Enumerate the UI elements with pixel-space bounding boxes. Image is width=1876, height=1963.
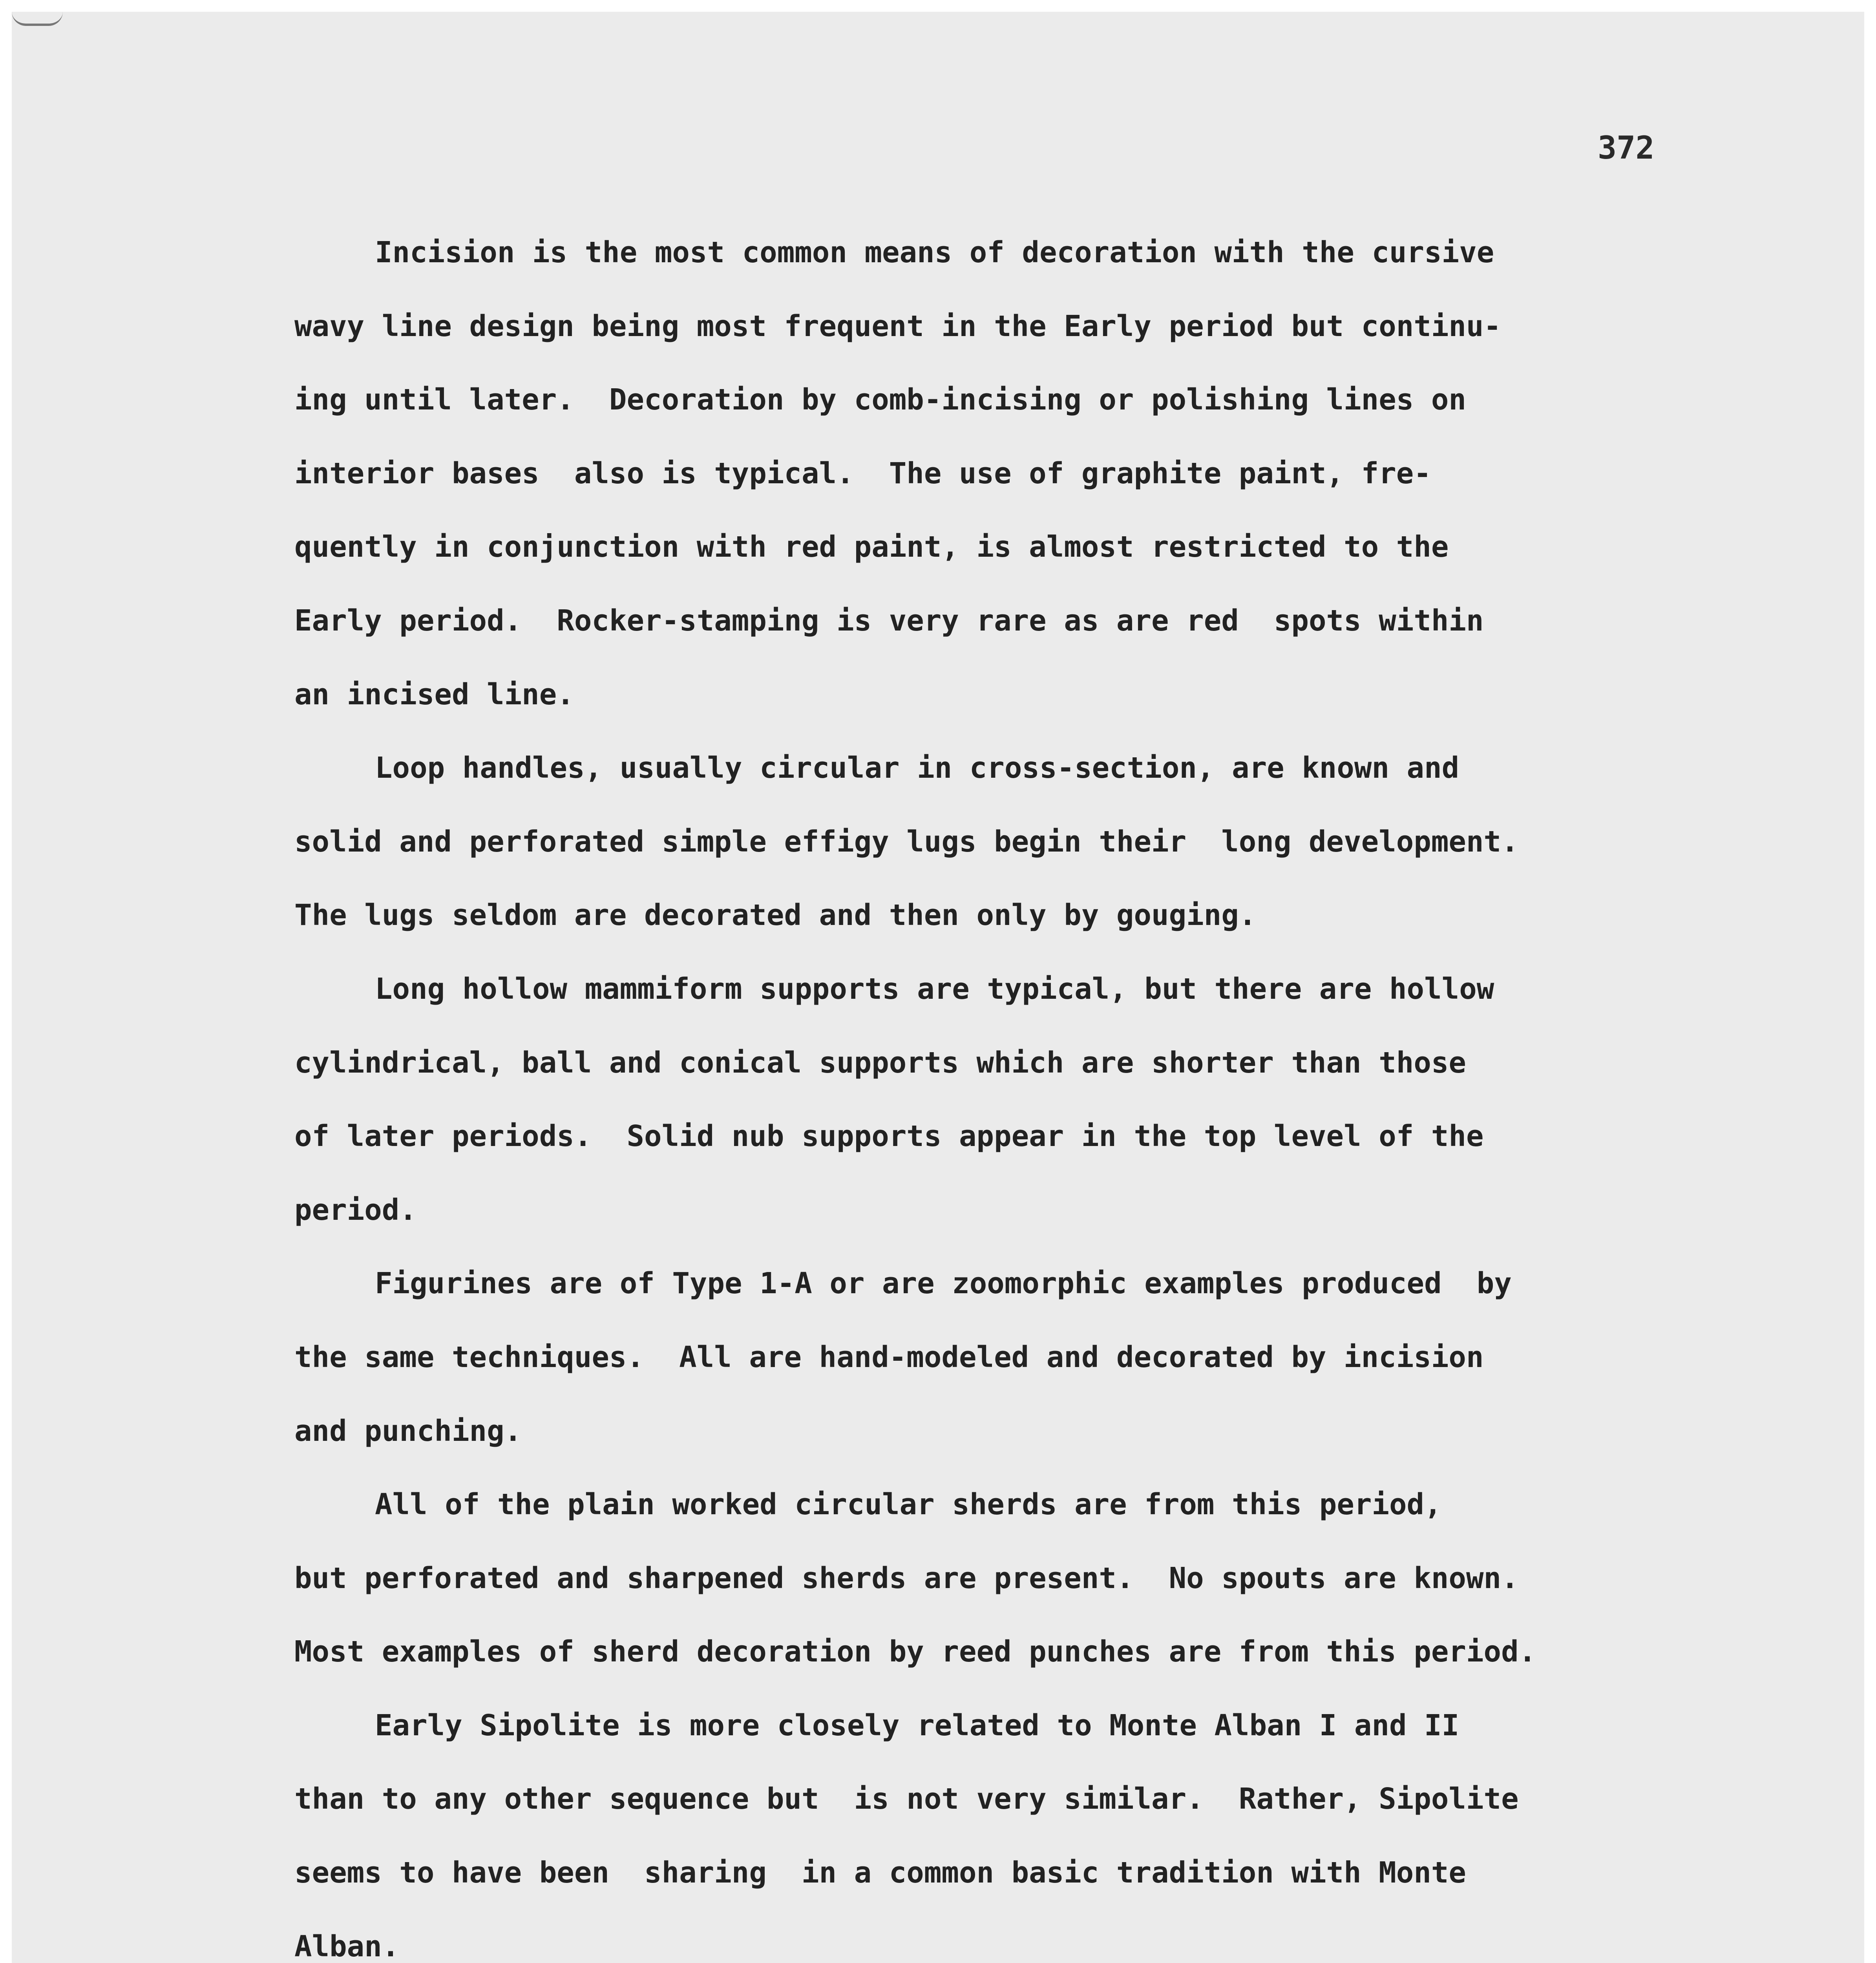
paragraph-3-line-1: Long hollow mammiform supports are typical, but there are hollow — [375, 972, 1494, 1006]
document-page — [12, 12, 1864, 1963]
paragraph-1-line-7: an incised line. — [294, 677, 574, 711]
paragraph-5-line-3: Most examples of sherd decoration by reed punches are from this period. — [294, 1635, 1536, 1669]
pen-mark-top — [12, 12, 63, 26]
body-text — [294, 216, 1637, 1963]
paragraph-1-line-1: Incision is the most common means of decoration with the cursive — [375, 236, 1494, 269]
paragraph-6-line-4: Alban. — [294, 1929, 400, 1963]
paragraph-2-line-3: The lugs seldom are decorated and then only by gouging. — [294, 898, 1257, 932]
paragraph-1-line-2: wavy line design being most frequent in the Early period but continu- — [294, 309, 1502, 343]
paragraph-1-line-3: ing until later. Decoration by comb-incising or polishing lines on — [294, 383, 1466, 417]
paragraph-1-line-4: interior bases also is typical. The use of graphite paint, fre- — [294, 456, 1431, 490]
paragraph-1-line-5: quently in conjunction with red paint, is almost restricted to the — [294, 530, 1449, 564]
paragraph-4-line-3: and punching. — [294, 1414, 522, 1448]
page-number: 372 — [1598, 130, 1655, 166]
paragraph-3-line-4: period. — [294, 1193, 417, 1227]
paragraph-2-line-2: solid and perforated simple effigy lugs begin their long development. — [294, 824, 1519, 859]
paragraph-6-line-1: Early Sipolite is more closely related to Monte Alban I and II — [375, 1708, 1460, 1742]
paragraph-1-line-6: Early period. Rocker-stamping is very rare as are red spots within — [294, 603, 1484, 638]
paragraph-3-line-3: of later periods. Solid nub supports appear in the top level of the — [294, 1119, 1484, 1153]
paragraph-5-line-1: All of the plain worked circular sherds are from this period, — [375, 1488, 1442, 1522]
paragraph-4-line-2: the same techniques. All are hand-modeled and decorated by incision — [294, 1340, 1484, 1374]
paragraph-6-line-2: than to any other sequence but is not very similar. Rather, Sipolite — [294, 1782, 1519, 1816]
paragraph-5-line-2: but perforated and sharpened sherds are present. No spouts are known. — [294, 1561, 1519, 1595]
paragraph-2-line-1: Loop handles, usually circular in cross-section, are known and — [375, 751, 1460, 785]
paragraph-3-line-2: cylindrical, ball and conical supports which are shorter than those — [294, 1045, 1466, 1080]
paragraph-6-line-3: seems to have been sharing in a common basic tradition with Monte — [294, 1856, 1466, 1890]
paragraph-4-line-1: Figurines are of Type 1-A or are zoomorphic examples produced by — [375, 1267, 1512, 1301]
